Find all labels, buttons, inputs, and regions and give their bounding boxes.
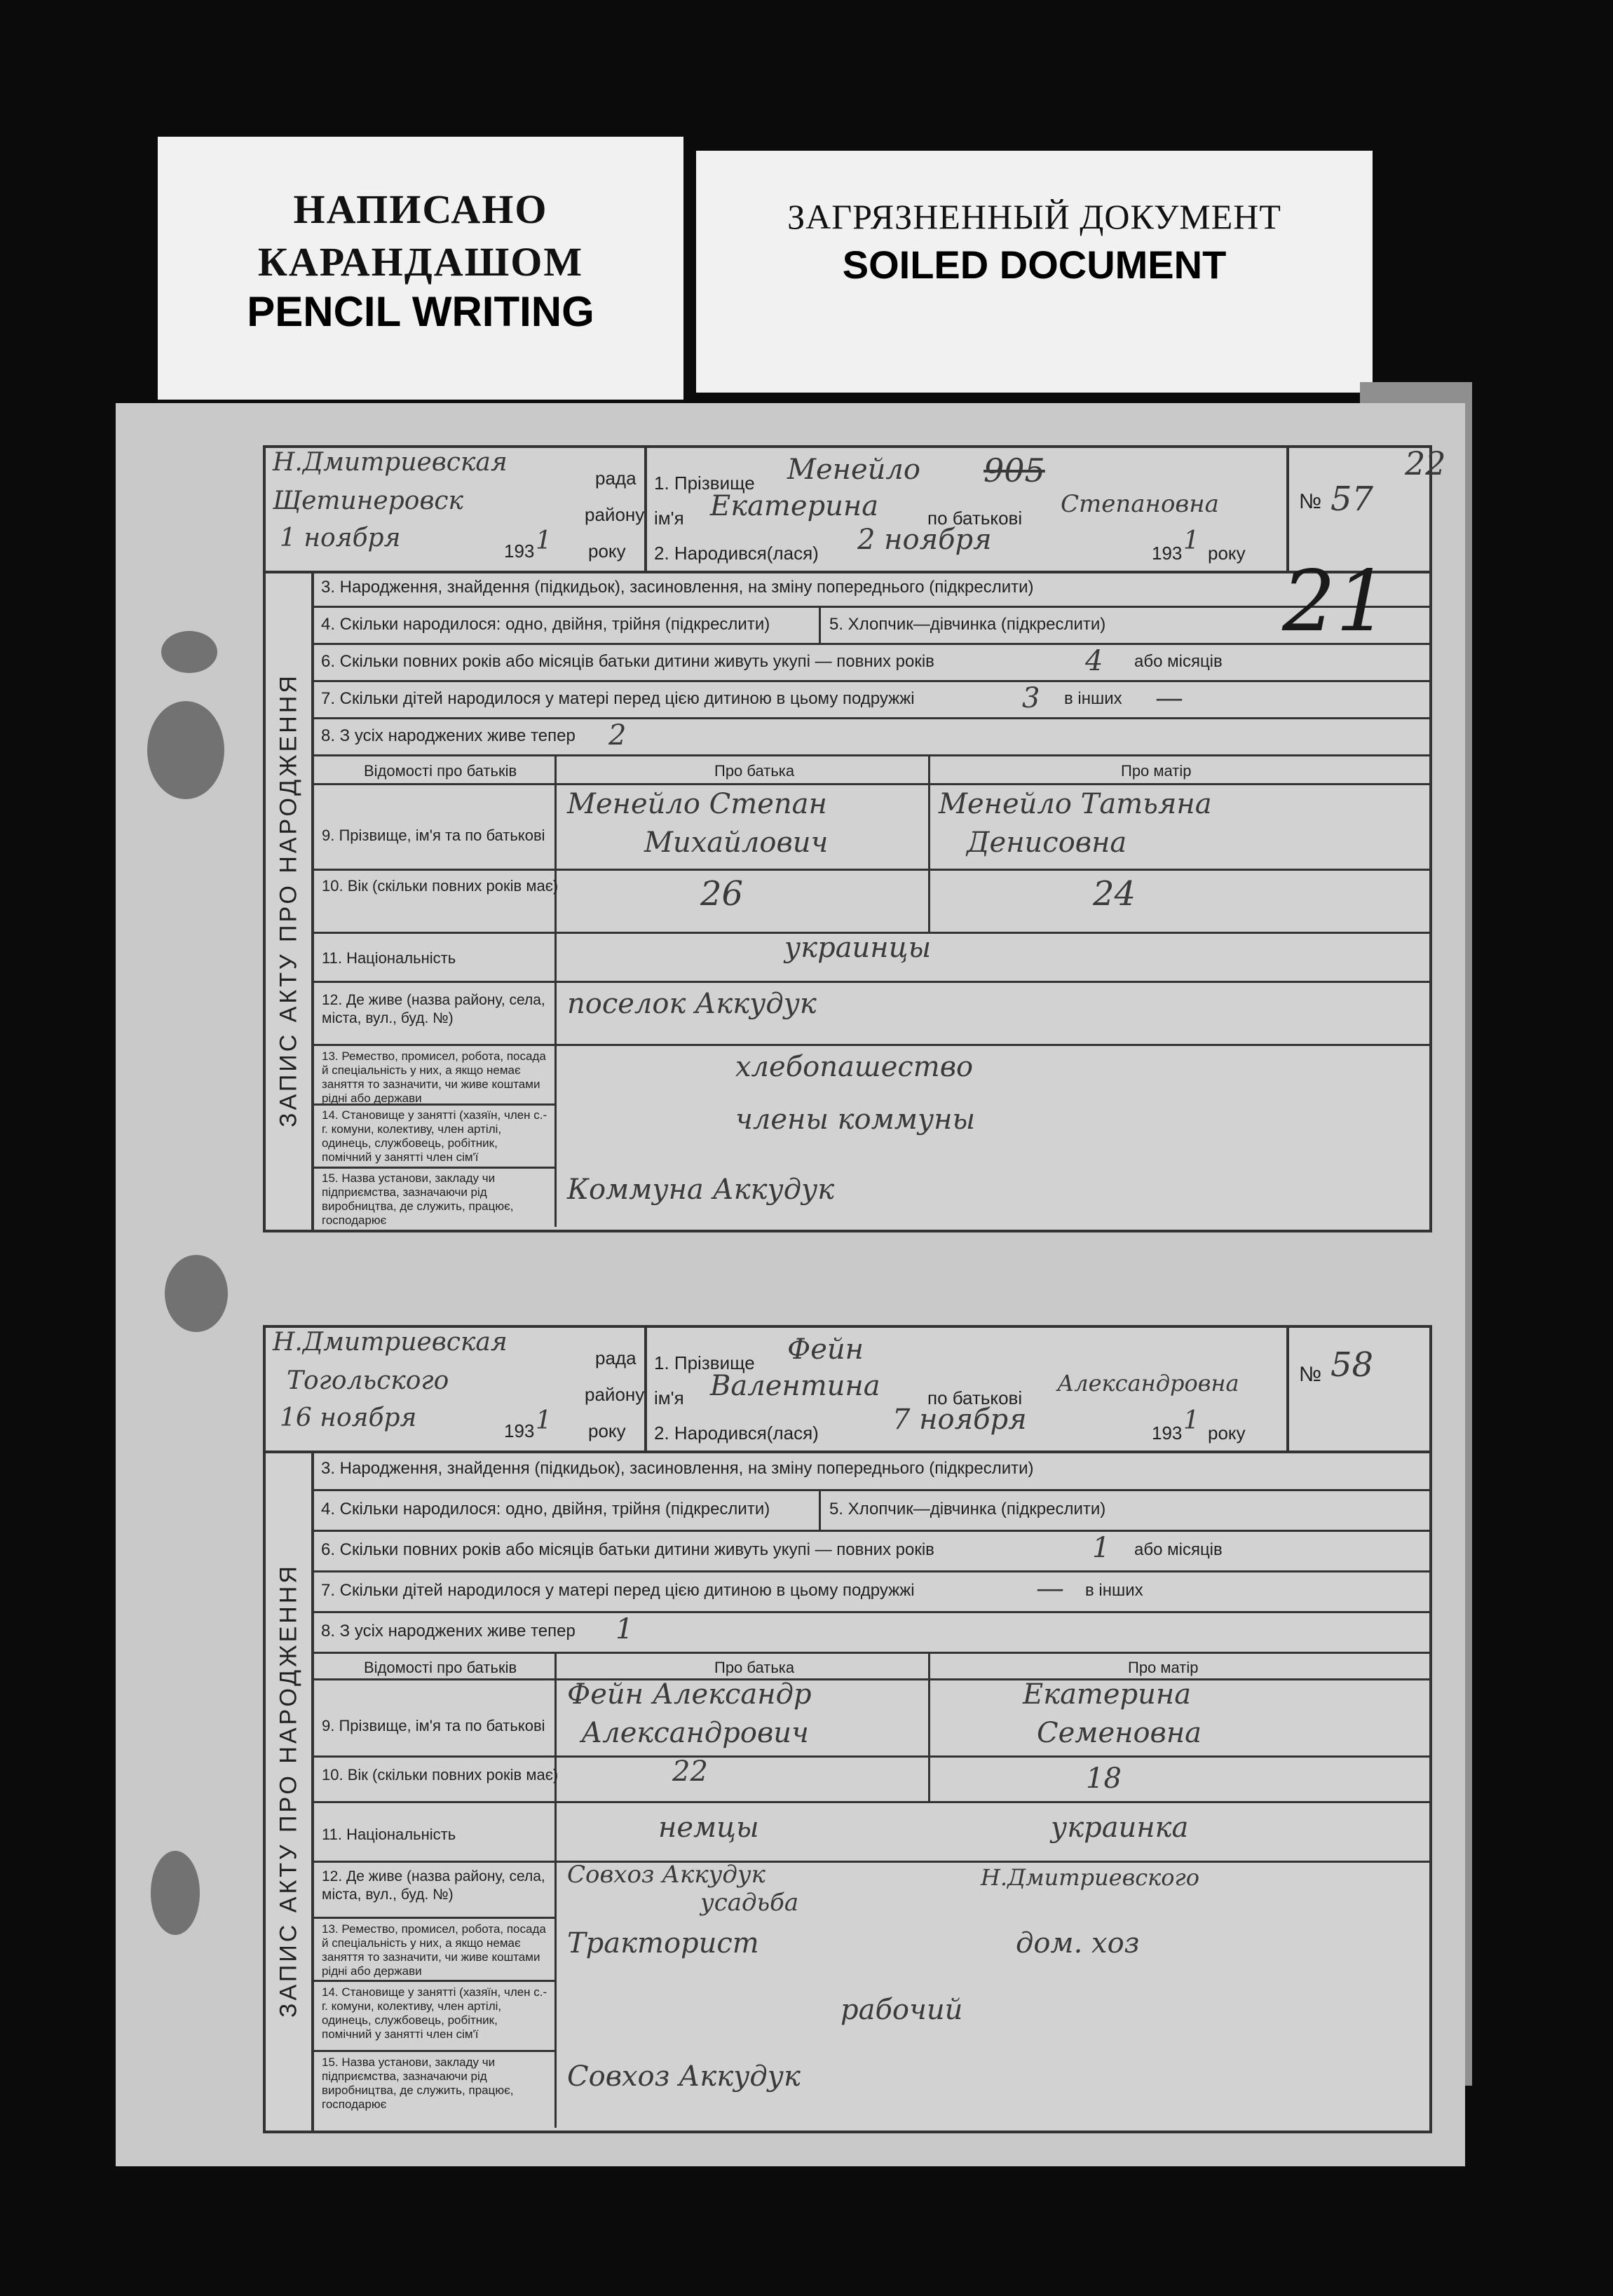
soiled-document-label	[696, 151, 1373, 393]
handwritten-others: —	[1155, 682, 1183, 714]
year-prefix: 193	[504, 541, 535, 562]
r13-label: 13. Ремество, промисел, робота, посада й спеціальність у них, а якщо немає заняття то зазначити, чи живе коштами рідні або держави	[322, 1049, 546, 1105]
father-residence: Совхоз Аккудук	[567, 1861, 765, 1889]
handwritten-surname: Фейн	[787, 1333, 864, 1366]
divider	[819, 608, 821, 643]
born-roku-label: року	[1208, 1422, 1246, 1444]
handwritten-born: 7 ноября	[892, 1404, 1027, 1436]
father-name-2: Михайлович	[644, 827, 829, 859]
handwritten-patronymic: Александровна	[1057, 1370, 1239, 1397]
rada-label: рада	[595, 1347, 637, 1368]
header-middle	[647, 1328, 1289, 1451]
r11-label: 11. Національність	[322, 1826, 456, 1843]
label-line: SOILED DOCUMENT	[842, 243, 1227, 287]
name-label: ім'я	[654, 508, 684, 529]
r9-label: 9. Прізвище, ім'я та по батькові	[322, 827, 545, 844]
row-line	[314, 1103, 554, 1106]
father-age: 26	[700, 874, 744, 913]
r10-label: 10. Вік (скільки повних років має)	[322, 877, 559, 895]
r10-label: 10. Вік (скільки повних років має)	[322, 1766, 559, 1784]
r14-label: 14. Становище у занятті (хазяїн, член с.-г. комуни, колективу, член артілі, одинець, службовець, робітник, помічний у занятті член сім'ї	[322, 1985, 547, 2041]
handwritten-number: 57	[1330, 480, 1374, 519]
father-age: 22	[672, 1755, 708, 1788]
q7-label: 7. Скільки дітей народилося у матері перед цією дитиною в цьому подружжі	[321, 689, 915, 708]
row-line	[314, 1678, 1429, 1680]
table-divider	[554, 756, 557, 1227]
mother-age: 18	[1086, 1762, 1122, 1795]
header-number	[1292, 1328, 1429, 1451]
name-label: ім'я	[654, 1387, 684, 1408]
header-left	[266, 1328, 647, 1451]
q4-label: 4. Скільки народилося: одно, двійня, трійня (підкреслити)	[321, 1500, 770, 1519]
col-info-header: Відомості про батьків	[364, 762, 517, 780]
q6-months-label: або місяців	[1134, 652, 1223, 671]
position: члены коммуны	[735, 1103, 976, 1136]
handwritten-children-before: 3	[1022, 682, 1040, 714]
q4-label: 4. Скільки народилося: одно, двійня, трійня (підкреслити)	[321, 615, 770, 634]
patronymic-label: по батькові	[927, 508, 1023, 529]
rada-label: рада	[595, 468, 637, 489]
side-title-text: ЗАПИС АКТУ ПРО НАРОДЖЕННЯ	[275, 673, 301, 1127]
col-mother-header: Про матір	[1128, 1659, 1199, 1676]
table-divider	[928, 1654, 930, 1801]
mother-name-2: Семеновна	[1037, 1717, 1202, 1749]
row-line	[314, 1801, 1429, 1803]
side-title	[266, 571, 314, 1230]
mother-nationality: украинка	[1051, 1812, 1189, 1844]
handwritten-raion: Тогольского	[287, 1366, 449, 1395]
table-divider	[554, 1654, 557, 2128]
mother-occupation: дом. хоз	[1016, 1927, 1140, 1959]
father-name-1: Фейн Александр	[567, 1678, 812, 1711]
r11-label: 11. Національність	[322, 949, 456, 967]
q7-others-label: в інших	[1064, 689, 1122, 708]
mother-residence: Н.Дмитриевского	[981, 1864, 1199, 1891]
roku-label: року	[588, 1420, 626, 1441]
handwritten-struck-number: 905	[984, 451, 1045, 489]
q4-row	[314, 1491, 1429, 1532]
r12-label: 12. Де живе (назва району, села, міста, вул., буд. №)	[322, 1868, 545, 1903]
handwritten-alive: 2	[608, 719, 627, 752]
mother-name-2: Денисовна	[967, 827, 1127, 859]
q6-row	[314, 645, 1429, 682]
row-line	[314, 1044, 1429, 1046]
q5-label: 5. Хлопчик—дівчинка (підкреслити)	[829, 615, 1106, 634]
r15-label: 15. Назва установи, закладу чи підприємства, зазначаючи рід виробництва, де служить, працює, господарює	[322, 2056, 514, 2111]
handwritten-rada: Н.Дмитриевская	[273, 448, 508, 477]
handwritten-number: 58	[1330, 1345, 1374, 1385]
handwritten-years-together: 1	[1092, 1532, 1110, 1564]
label-line: КАРАНДАШОМ	[257, 239, 584, 285]
mother-name-1: Екатерина	[1023, 1678, 1192, 1711]
born-label: 2. Народився(лася)	[654, 543, 819, 564]
number-label: №	[1299, 490, 1322, 513]
r12-label: 12. Де живе (назва району, села, міста, вул., буд. №)	[322, 992, 545, 1026]
label-line: PENCIL WRITING	[247, 288, 594, 335]
col-info-header: Відомості про батьків	[364, 1659, 517, 1676]
row-line	[314, 1917, 554, 1919]
handwritten-patronymic: Степановна	[1061, 490, 1219, 518]
birth-record-form-2	[263, 1325, 1432, 2133]
raion-label: району	[585, 1384, 645, 1405]
handwritten-date: 16 ноября	[280, 1404, 417, 1432]
handwritten-children-before: —	[1036, 1572, 1064, 1605]
side-title	[266, 1451, 314, 2131]
q8-row	[314, 719, 1429, 756]
row-line	[314, 1980, 554, 1982]
handwritten-years-together: 4	[1085, 645, 1103, 677]
q7-row	[314, 1572, 1429, 1613]
number-label: №	[1299, 1363, 1322, 1386]
q6-label: 6. Скільки повних років або місяців батьки дитини живуть укупі — повних років	[321, 652, 934, 671]
row-line	[314, 1861, 1429, 1863]
handwritten-alive: 1	[615, 1613, 634, 1645]
handwritten-big-number: 21	[1282, 553, 1389, 651]
q4-row	[314, 608, 1429, 645]
father-nationality: немцы	[658, 1812, 759, 1844]
birth-record-form-1	[263, 444, 1446, 1232]
stain	[161, 631, 217, 673]
stain	[147, 701, 224, 799]
born-label: 2. Народився(лася)	[654, 1422, 819, 1444]
surname-label: 1. Прізвище	[654, 473, 755, 494]
q8-label: 8. З усіх народжених живе тепер	[321, 726, 576, 745]
handwritten-surname: Менейло	[787, 454, 920, 486]
q3-row	[314, 571, 1429, 608]
col-father-header: Про батька	[714, 1659, 795, 1676]
r15-label: 15. Назва установи, закладу чи підприємства, зазначаючи рід виробництва, де служить, працює, господарює	[322, 1171, 514, 1227]
col-father-header: Про батька	[714, 762, 795, 780]
stain	[151, 1851, 200, 1935]
row-line	[314, 1755, 1429, 1758]
residence: поселок Аккудук	[567, 988, 817, 1020]
r13-label: 13. Ремество, промисел, робота, посада й спеціальність у них, а якщо немає заняття то зазначити, чи живе коштами рідні або держави	[322, 1922, 546, 1978]
pencil-writing-label	[158, 137, 683, 400]
form-header	[266, 1328, 1429, 1453]
q3-label: 3. Народження, знайдення (підкидьок), засиновлення, на зміну попереднього (підкреслити)	[321, 1459, 1034, 1478]
handwritten-born: 2 ноября	[857, 524, 992, 556]
workplace: Коммуна Аккудук	[567, 1174, 835, 1206]
raion-label: району	[585, 504, 645, 525]
surname-label: 1. Прізвище	[654, 1352, 755, 1373]
header-middle	[647, 448, 1289, 571]
r9-label: 9. Прізвище, ім'я та по батькові	[322, 1717, 545, 1734]
handwritten-born-year: 1	[1183, 1406, 1199, 1435]
handwritten-date: 1 ноября	[280, 524, 401, 552]
nationality: украинцы	[784, 932, 932, 964]
q6-label: 6. Скільки повних років або місяців батьки дитини живуть укупі — повних років	[321, 1540, 934, 1559]
father-name-1: Менейло Степан	[567, 788, 827, 820]
year-prefix: 193	[504, 1420, 535, 1441]
roku-label: року	[588, 541, 626, 562]
born-year-prefix: 193	[1152, 1422, 1183, 1444]
position: рабочий	[840, 1994, 963, 2026]
stain	[165, 1255, 228, 1332]
handwritten-name: Екатерина	[710, 490, 879, 522]
q5-label: 5. Хлопчик—дівчинка (підкреслити)	[829, 1500, 1106, 1519]
workplace: Совхоз Аккудук	[567, 2060, 801, 2093]
q3-row	[314, 1451, 1429, 1491]
q7-row	[314, 682, 1429, 719]
divider	[819, 1491, 821, 1530]
header-left	[266, 448, 647, 571]
patronymic-label: по батькові	[927, 1387, 1023, 1408]
father-name-2: Александрович	[581, 1717, 809, 1749]
col-mother-header: Про матір	[1121, 762, 1192, 780]
q6-row	[314, 1532, 1429, 1572]
mother-name-1: Менейло Татьяна	[939, 788, 1212, 820]
row-line	[314, 981, 1429, 983]
row-line	[314, 1167, 554, 1169]
father-occupation: Тракторист	[567, 1927, 759, 1959]
row-line	[314, 869, 1429, 871]
handwritten-rada: Н.Дмитриевская	[273, 1328, 508, 1357]
q7-label: 7. Скільки дітей народилося у матері перед цією дитиною в цьому подружжі	[321, 1581, 915, 1600]
father-residence-2: усадьба	[700, 1889, 799, 1917]
q6-months-label: або місяців	[1134, 1540, 1223, 1559]
handwritten-year: 1	[536, 1406, 552, 1435]
q8-label: 8. З усіх народжених живе тепер	[321, 1622, 576, 1641]
born-roku-label: року	[1208, 543, 1246, 564]
handwritten-raion: Щетинеровск	[273, 487, 464, 515]
handwritten-born-year: 1	[1183, 527, 1199, 555]
label-line: ЗАГРЯЗНЕННЫЙ ДОКУМЕНТ	[787, 197, 1281, 236]
handwritten-name: Валентина	[710, 1370, 880, 1402]
q7-others-label: в інших	[1085, 1581, 1143, 1600]
q3-label: 3. Народження, знайдення (підкидьок), засиновлення, на зміну попереднього (підкреслити)	[321, 578, 1034, 597]
mother-age: 24	[1093, 874, 1136, 913]
born-year-prefix: 193	[1152, 543, 1183, 564]
form-header	[266, 448, 1429, 573]
r14-label: 14. Становище у занятті (хазяїн, член с.-г. комуни, колективу, член артілі, одинець, службовець, робітник, помічний у занятті член сім'ї	[322, 1108, 547, 1164]
row-line	[314, 783, 1429, 785]
margin-number: 22	[1405, 444, 1446, 482]
side-title-text: ЗАПИС АКТУ ПРО НАРОДЖЕННЯ	[275, 1563, 301, 2018]
occupation: хлебопашество	[735, 1051, 974, 1083]
q8-row	[314, 1613, 1429, 1654]
handwritten-year: 1	[536, 527, 552, 555]
row-line	[314, 2050, 554, 2052]
label-line: НАПИСАНО	[293, 186, 548, 232]
